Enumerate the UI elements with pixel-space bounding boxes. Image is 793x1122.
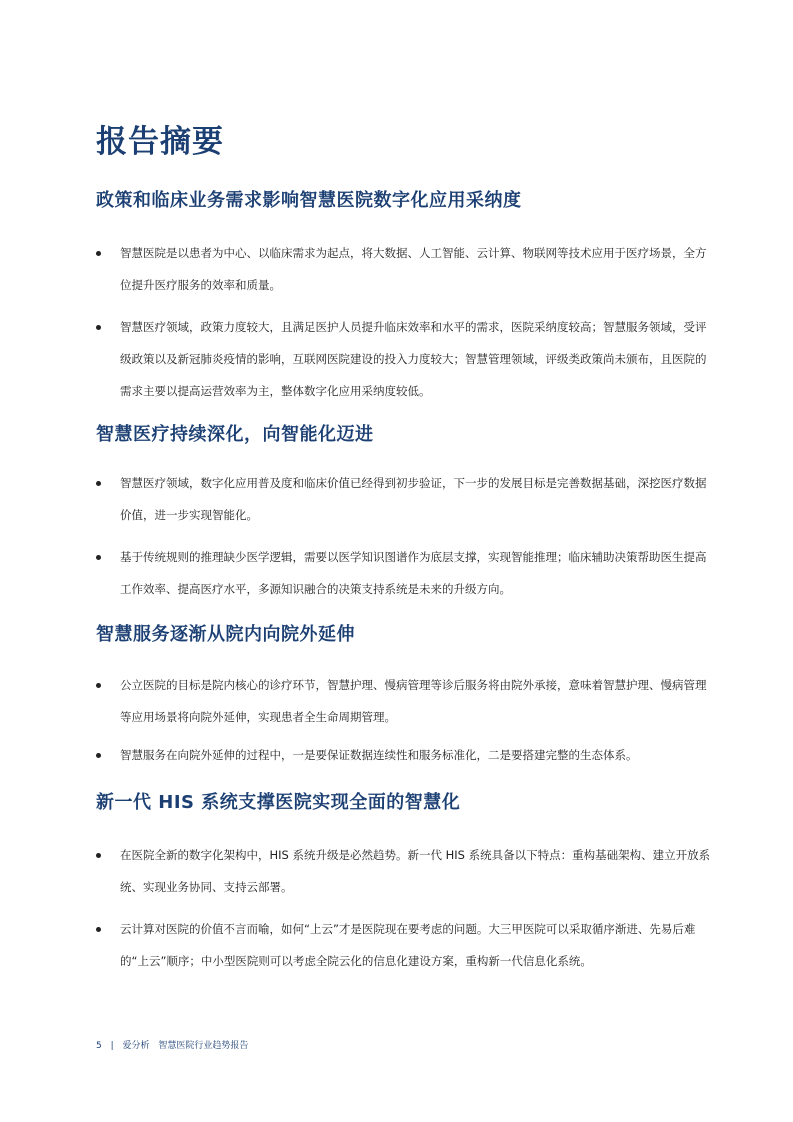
section-his (96, 790, 716, 977)
footer-separator: | (110, 1041, 114, 1051)
page-footer (96, 1038, 254, 1051)
bullet-dot-icon (96, 753, 101, 758)
bullet-text: 智慧医疗领域，政策力度较大，且满足医护人员提升临床效率和水平的需求，医院采纳度较高；智慧服务领域，受评级政策以及新冠肺炎疫情的影响，互联网医院建设的投入力度较大；智慧管理领域，评级类政策尚未颁布，且医院的需求主要以提高运营效率为主，整体数字化应用采纳度较低。 (120, 320, 707, 398)
bullet-list (96, 467, 716, 605)
bullet-text: 基于传统规则的推理缺少医学逻辑，需要以医学知识图谱作为底层支撑，实现智能推理；临床辅助决策帮助医生提高工作效率、提高医疗水平，多源知识融合的决策支持系统是未来的升级方向。 (120, 550, 707, 596)
bullet-list (96, 237, 716, 407)
bullet-text: 智慧服务在向院外延伸的过程中，一是要保证数据连续性和服务标准化，二是要搭建完整的生态体系。 (120, 748, 638, 762)
bullet-list (96, 669, 716, 771)
bullet-text: 智慧医院是以患者为中心、以临床需求为起点，将大数据、人工智能、云计算、物联网等技术应用于医疗场景，全方位提升医疗服务的效率和质量。 (120, 246, 707, 292)
bullet-text: 智慧医疗领域，数字化应用普及度和临床价值已经得到初步验证，下一步的发展目标是完善数据基础，深挖医疗数据价值，进一步实现智能化。 (120, 476, 707, 522)
bullet-dot-icon (96, 927, 101, 932)
bullet-list (96, 839, 716, 977)
section-policy (96, 188, 716, 407)
page-title: 报告摘要 (96, 124, 224, 160)
bullet-dot-icon (96, 481, 101, 486)
section-heading: 智慧医疗持续深化，向智能化迈进 (96, 424, 374, 445)
list-item (96, 739, 716, 771)
list-item (96, 311, 716, 407)
bullet-dot-icon (96, 325, 101, 330)
bullet-dot-icon (96, 853, 101, 858)
list-item (96, 669, 716, 733)
list-item (96, 237, 716, 301)
footer-brand: 爱分析 (122, 1041, 150, 1051)
bullet-text: 公立医院的目标是院内核心的诊疗环节，智慧护理、慢病管理等诊后服务将由院外承接，意味着智慧护理、慢病管理等应用场景将向院外延伸，实现患者全生命周期管理。 (120, 678, 707, 724)
section-heading: 新一代 HIS 系统支撑医院实现全面的智慧化 (96, 792, 461, 813)
list-item (96, 913, 716, 977)
section-smart-medical (96, 422, 716, 605)
page-number: 5 (96, 1041, 102, 1051)
section-heading: 政策和临床业务需求影响智慧医院数字化应用采纳度 (96, 190, 522, 211)
bullet-dot-icon (96, 555, 101, 560)
section-smart-service (96, 622, 716, 771)
list-item (96, 467, 716, 531)
bullet-text: 在医院全新的数字化架构中，HIS 系统升级是必然趋势。新一代 HIS 系统具备以下特点：重构基础架构、建立开放系统、实现业务协同、支持云部署。 (120, 848, 711, 894)
list-item (96, 839, 716, 903)
bullet-dot-icon (96, 251, 101, 256)
bullet-dot-icon (96, 683, 101, 688)
bullet-text: 云计算对医院的价值不言而喻，如何“上云”才是医院现在要考虑的问题。大三甲医院可以采取循序渐进、先易后难的“上云”顺序；中小型医院则可以考虑全院云化的信息化建设方案，重构新一代信息化系统。 (120, 922, 696, 968)
footer-report-name: 智慧医院行业趋势报告 (158, 1041, 249, 1051)
section-heading: 智慧服务逐渐从院内向院外延伸 (96, 624, 355, 645)
list-item (96, 541, 716, 605)
